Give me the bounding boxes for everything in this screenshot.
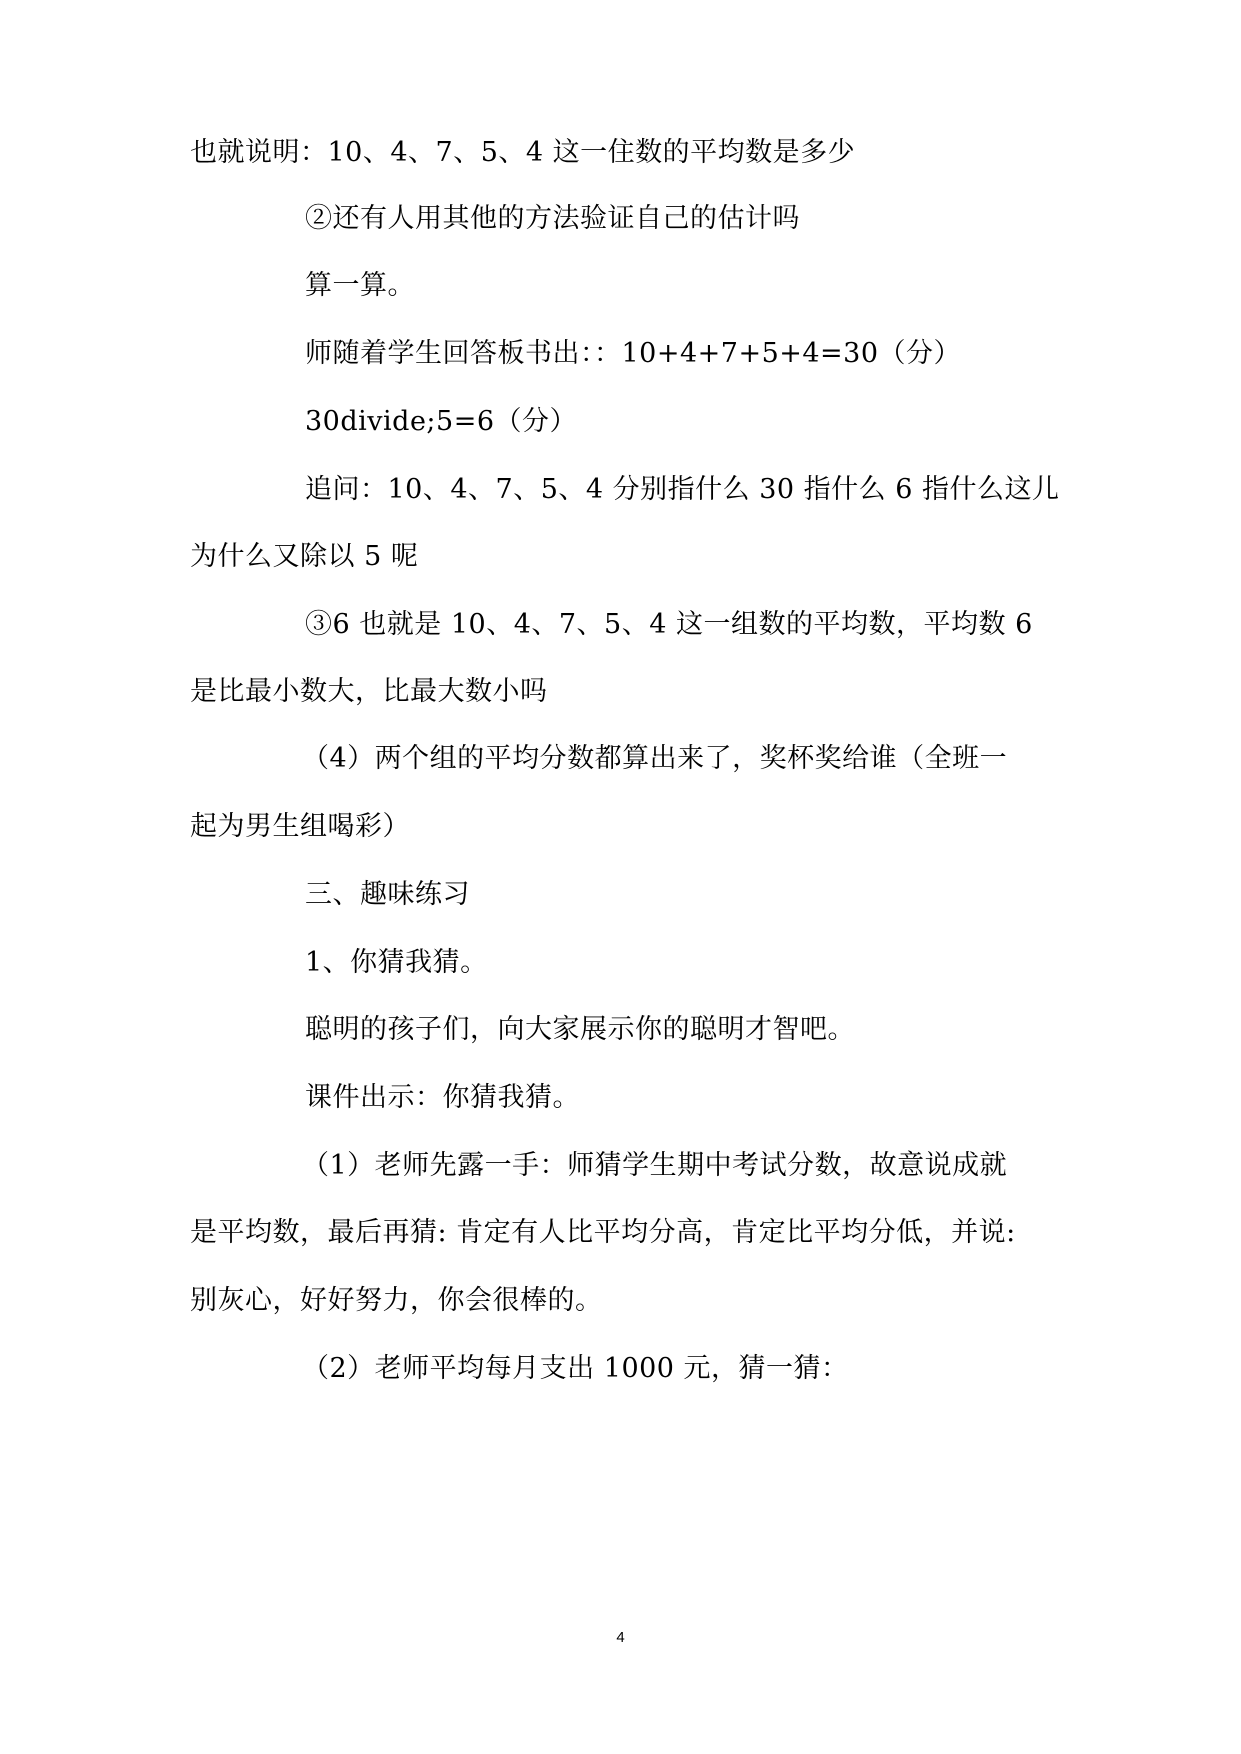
text-line: 也就说明：10、4、7、5、4 这一住数的平均数是多少 (190, 137, 856, 168)
text-line: 30divide;5=6（分） (305, 406, 578, 437)
page-number: 4 (616, 1629, 625, 1646)
text-line: （1）老师先露一手：师猜学生期中考试分数，故意说成就 (302, 1150, 1008, 1181)
section-heading: 三、趣味练习 (305, 879, 470, 910)
text-line: 追问：10、4、7、5、4 分别指什么 30 指什么 6 指什么这儿 (305, 474, 1060, 505)
text-line: 1、你猜我猜。 (305, 947, 488, 978)
text-line: 是平均数，最后再猜: 肯定有人比平均分高，肯定比平均分低，并说: (190, 1217, 1016, 1248)
text-line: 算一算。 (305, 270, 415, 301)
text-line: 为什么又除以 5 呢 (190, 541, 419, 572)
text-line: ②还有人用其他的方法验证自己的估计吗 (305, 203, 800, 234)
text-line: （2）老师平均每月支出 1000 元，猜一猜： (302, 1353, 849, 1384)
text-line: 是比最小数大，比最大数小吗 (190, 676, 548, 707)
text-line: ③6 也就是 10、4、7、5、4 这一组数的平均数，平均数 6 (305, 609, 1033, 640)
text-line: 起为男生组喝彩） (190, 811, 410, 842)
text-line: 别灰心，好好努力，你会很棒的。 (190, 1285, 603, 1316)
text-line: 聪明的孩子们，向大家展示你的聪明才智吧。 (305, 1014, 855, 1045)
text-line: 师随着学生回答板书出：：10+4+7+5+4=30（分） (305, 338, 962, 369)
text-line: （4）两个组的平均分数都算出来了，奖杯奖给谁（全班一 (302, 743, 1008, 774)
text-line: 课件出示：你猜我猜。 (305, 1082, 580, 1113)
